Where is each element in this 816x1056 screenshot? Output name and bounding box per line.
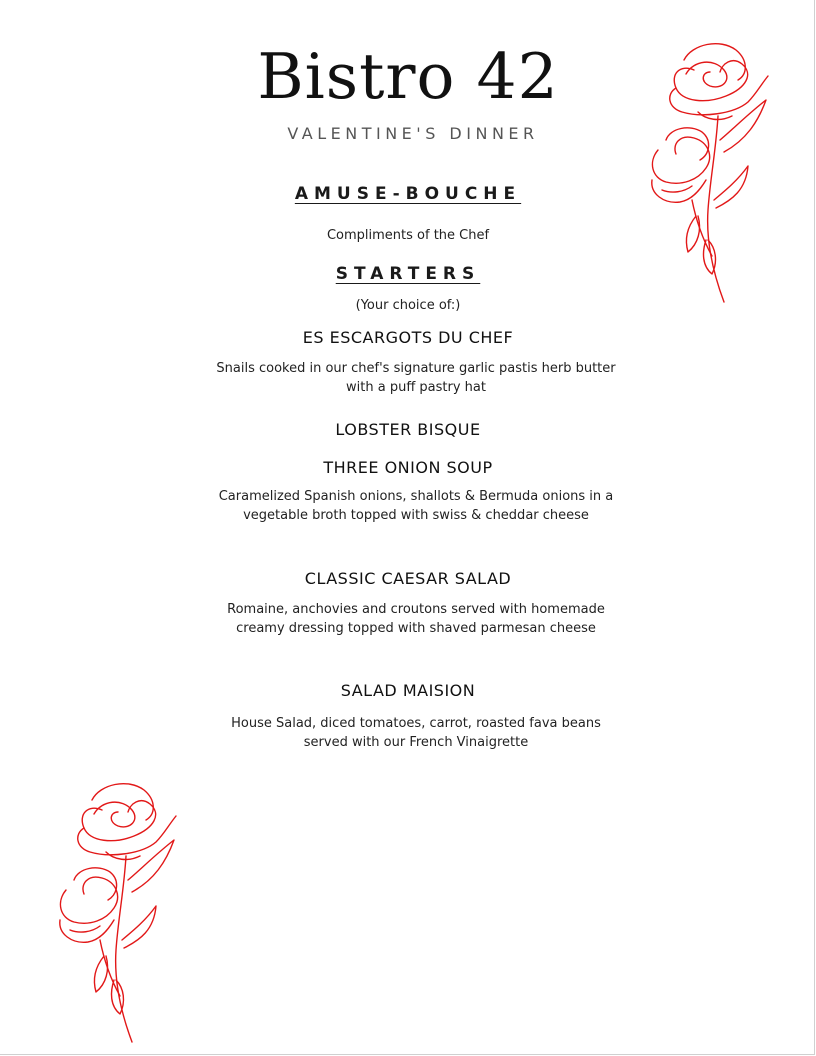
menu-item-lobster-bisque-name: LOBSTER BISQUE	[335, 420, 481, 439]
menu-item-onion-soup-name: THREE ONION SOUP	[323, 458, 493, 477]
menu-item-caesar-name: CLASSIC CAESAR SALAD	[304, 569, 512, 588]
amuse-bouche-note: Compliments of the Chef	[326, 228, 490, 243]
menu-item-onion-soup-desc: Caramelized Spanish onions, shallots & Bermuda onions in a vegetable broth topped with swiss & cheddar cheese	[218, 489, 614, 523]
menu-item-salad-maision-desc: House Salad, diced tomatoes, carrot, roasted fava beans served with our French Vinaigrette	[231, 716, 601, 750]
menu-item-caesar-desc: Romaine, anchovies and croutons served with homemade creamy dressing topped with shaved parmesan cheese	[227, 602, 605, 636]
amuse-bouche-heading: AMUSE-BOUCHE	[294, 184, 522, 204]
rose-illustration-icon	[636, 30, 786, 310]
restaurant-title: Bistro 42	[257, 40, 559, 113]
starters-note: (Your choice of:)	[355, 298, 461, 313]
starters-heading: STARTERS	[335, 264, 481, 284]
rose-illustration-icon	[44, 770, 194, 1050]
menu-item-escargots-desc: Snails cooked in our chef's signature garlic pastis herb butter with a puff pastry hat	[216, 361, 616, 395]
menu-item-escargots-name: ES ESCARGOTS DU CHEF	[302, 328, 514, 347]
menu-item-salad-maision-name: SALAD MAISION	[340, 681, 476, 700]
menu-subtitle: VALENTINE'S DINNER	[287, 124, 539, 143]
